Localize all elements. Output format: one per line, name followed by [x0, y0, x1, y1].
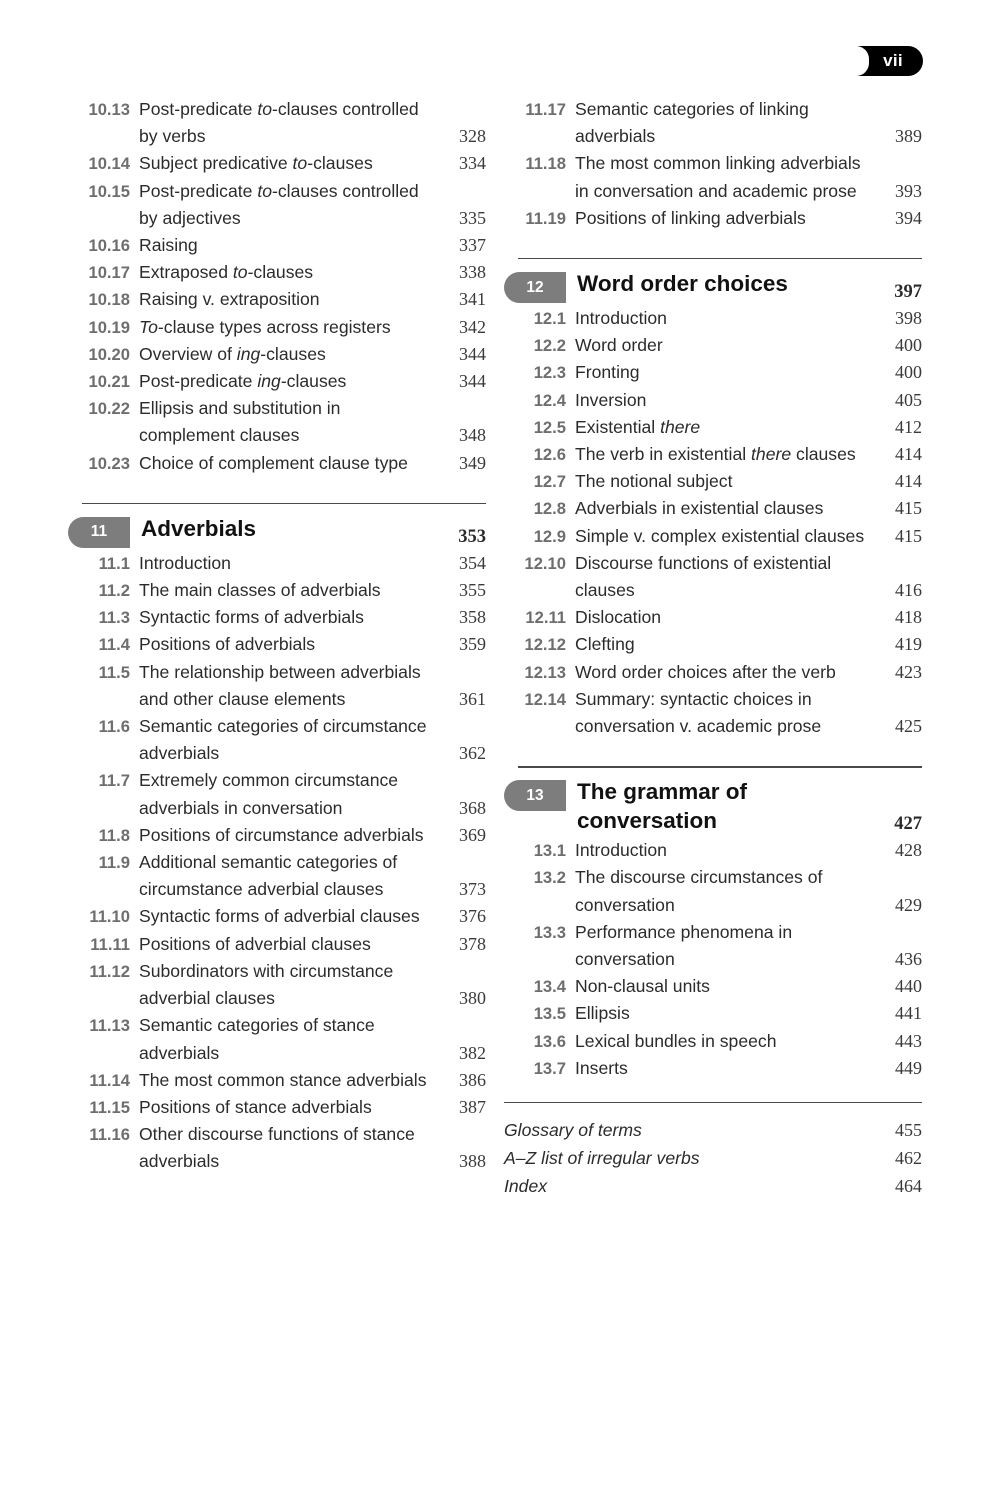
toc-entry-title: Subordinators with circumstance adverbial clauses [139, 960, 394, 1009]
toc-entry-page: 344 [459, 343, 486, 364]
toc-entry-title: Positions of linking adverbials [575, 207, 806, 228]
toc-entry-title: Post-predicate to-clauses controlled by adjectives [139, 180, 419, 228]
toc-entry-number: 10.14 [88, 154, 130, 174]
toc-entry[interactable] [68, 286, 486, 313]
toc-entry-page: 362 [459, 743, 486, 764]
toc-entry-page: 441 [895, 1003, 922, 1024]
toc-entry[interactable] [68, 958, 486, 1012]
backmatter-entry-title: A–Z list of irregular verbs [504, 1148, 700, 1169]
toc-entry-page: 440 [895, 976, 922, 997]
toc-entry-number: 11.13 [89, 1016, 130, 1036]
toc-entry-number: 13.3 [533, 922, 566, 942]
toc-entry-title: Clefting [575, 634, 635, 655]
chapter-title: The grammar of conversation [577, 779, 748, 834]
toc-entry-page: 418 [895, 607, 922, 628]
toc-entry[interactable] [504, 495, 922, 522]
toc-entry-title: The discourse circumstances of conversation [575, 867, 823, 915]
toc-entry-number: 10.20 [88, 344, 130, 364]
toc-entry-title: Syntactic forms of adverbials [139, 607, 364, 628]
toc-entry-number: 11.11 [90, 934, 130, 954]
toc-entry-number: 12.8 [533, 499, 566, 519]
toc-entry-title: Discourse functions of existential clauses [575, 552, 832, 601]
toc-entry-page: 443 [895, 1030, 922, 1051]
toc-entry[interactable] [68, 259, 486, 286]
toc-entry-number: 13.1 [533, 841, 566, 861]
toc-entry[interactable] [504, 441, 922, 468]
toc-entry-number: 12.3 [533, 363, 566, 383]
toc-entry-page: 412 [895, 416, 922, 437]
toc-entry-title: Raising [139, 235, 198, 256]
chapter-title: Word order choices [577, 271, 788, 297]
toc-entry[interactable] [68, 903, 486, 930]
toc-entry-page: 415 [895, 525, 922, 546]
toc-entry-title: Semantic categories of linking adverbials [575, 99, 809, 147]
toc-entry[interactable] [68, 232, 486, 259]
toc-entry-page: 368 [459, 797, 486, 818]
toc-entry-title: Dislocation [575, 607, 662, 628]
toc-entry-number: 11.8 [98, 825, 130, 845]
toc-entry-number: 12.1 [533, 309, 566, 329]
toc-entry[interactable] [68, 713, 486, 767]
toc-entry-page: 428 [895, 840, 922, 861]
toc-entry[interactable] [504, 305, 922, 332]
toc-entry-page: 387 [459, 1096, 486, 1117]
toc-entry-number: 11.7 [98, 771, 130, 791]
toc-entry-number: 12.13 [524, 662, 566, 682]
toc-entry-title: Lexical bundles in speech [575, 1030, 777, 1051]
chapter-header[interactable] [68, 514, 486, 548]
toc-entry-title: The verb in existential there clauses [575, 444, 856, 465]
section-group [504, 96, 922, 232]
toc-entry-title: Ellipsis [575, 1003, 630, 1024]
toc-entry[interactable] [68, 849, 486, 903]
toc-entry-page: 400 [895, 335, 922, 356]
toc-entry-number: 11.12 [89, 961, 130, 981]
toc-entry-number: 10.17 [88, 263, 130, 283]
toc-column-left [68, 96, 486, 1200]
toc-columns [0, 96, 996, 1200]
toc-entry-number: 12.4 [533, 390, 566, 410]
toc-entry-title: Introduction [139, 552, 231, 573]
toc-entry-number: 10.15 [88, 181, 130, 201]
toc-entry-number: 12.5 [533, 417, 566, 437]
toc-entry-number: 11.1 [98, 553, 130, 573]
toc-entry-page: 328 [459, 126, 486, 147]
toc-entry-number: 10.22 [88, 399, 130, 419]
chapter-section-list [504, 305, 922, 740]
toc-entry-title: Ellipsis and substitution in complement clauses [139, 398, 341, 446]
toc-entry-number: 10.16 [88, 236, 130, 256]
toc-entry-number: 11.15 [89, 1097, 130, 1117]
toc-entry-number: 12.14 [524, 689, 566, 709]
toc-entry-page: 382 [459, 1042, 486, 1063]
toc-entry-title: Syntactic forms of adverbial clauses [139, 906, 420, 927]
toc-entry-page: 400 [895, 362, 922, 383]
toc-entry[interactable] [68, 577, 486, 604]
toc-entry-number: 11.10 [89, 907, 130, 927]
backmatter-entry-page: 455 [895, 1120, 922, 1141]
toc-entry[interactable] [68, 1121, 486, 1175]
toc-entry[interactable] [68, 767, 486, 821]
toc-entry-page: 423 [895, 661, 922, 682]
toc-column-right [504, 96, 922, 1200]
chapter-page: 353 [458, 526, 486, 547]
toc-entry-page: 414 [895, 444, 922, 465]
backmatter-entry-page: 462 [895, 1148, 922, 1169]
toc-entry[interactable] [504, 973, 922, 1000]
toc-entry-title: Extremely common circumstance adverbials in conversation [139, 770, 399, 818]
toc-entry-page: 358 [459, 607, 486, 628]
toc-entry-page: 386 [459, 1069, 486, 1090]
toc-entry-title: The notional subject [575, 471, 733, 492]
toc-entry-page: 334 [459, 153, 486, 174]
toc-entry[interactable] [68, 550, 486, 577]
toc-entry[interactable] [504, 414, 922, 441]
toc-entry-page: 341 [459, 289, 486, 310]
toc-entry[interactable] [504, 659, 922, 686]
toc-entry-number: 12.10 [524, 553, 566, 573]
toc-entry[interactable] [504, 332, 922, 359]
toc-entry-page: 429 [895, 894, 922, 915]
toc-entry[interactable] [68, 341, 486, 368]
toc-entry-number: 11.14 [89, 1070, 130, 1090]
toc-entry-number: 11.3 [98, 608, 130, 628]
toc-entry-number: 11.2 [98, 581, 130, 601]
backmatter-entry[interactable] [504, 1172, 922, 1200]
toc-entry-page: 376 [459, 906, 486, 927]
chapter-header[interactable] [504, 269, 922, 303]
toc-entry-page: 349 [459, 452, 486, 473]
backmatter-entry[interactable] [504, 1116, 922, 1144]
chapter-block [68, 503, 486, 1176]
toc-entry[interactable] [504, 96, 922, 150]
toc-entry-page: 415 [895, 498, 922, 519]
toc-entry-number: 13.4 [533, 977, 566, 997]
toc-entry-title: Subject predicative to-clauses [139, 153, 373, 174]
chapter-block [504, 766, 922, 1082]
toc-entry[interactable] [504, 550, 922, 604]
toc-entry-page: 348 [459, 425, 486, 446]
toc-entry-title: Existential there [575, 416, 701, 437]
toc-entry[interactable] [68, 450, 486, 477]
backmatter-entry-title: Index [504, 1176, 548, 1197]
toc-entry-number: 11.18 [525, 154, 566, 174]
toc-entry-number: 11.9 [98, 853, 130, 873]
toc-entry-title: The relationship between adverbials and other clause elements [139, 661, 421, 709]
toc-entry-number: 10.13 [88, 100, 130, 119]
toc-entry[interactable] [504, 150, 922, 204]
toc-entry-title: The most common stance adverbials [139, 1069, 427, 1090]
backmatter-entry-page: 464 [895, 1176, 922, 1197]
toc-entry[interactable] [504, 631, 922, 658]
toc-entry-title: Positions of adverbial clauses [139, 933, 371, 954]
toc-entry[interactable] [68, 368, 486, 395]
toc-entry-page: 354 [459, 552, 486, 573]
toc-entry[interactable] [68, 631, 486, 658]
toc-entry-page: 394 [895, 207, 922, 228]
toc-entry[interactable] [68, 178, 486, 232]
toc-entry-title: Extraposed to-clauses [139, 262, 314, 283]
toc-entry-page: 335 [459, 207, 486, 228]
toc-entry-title: Raising v. extraposition [139, 289, 320, 310]
toc-entry-title: Semantic categories of stance adverbials [139, 1015, 375, 1063]
toc-entry-number: 12.7 [533, 472, 566, 492]
toc-entry-page: 405 [895, 389, 922, 410]
toc-entry-number: 13.7 [533, 1058, 566, 1078]
toc-entry[interactable] [504, 686, 922, 740]
toc-entry-page: 355 [459, 580, 486, 601]
toc-entry[interactable] [68, 822, 486, 849]
chapter-section-list [68, 550, 486, 1176]
toc-entry-title: Fronting [575, 362, 640, 383]
chapter-number-badge: 13 [504, 780, 566, 811]
toc-entry[interactable] [68, 314, 486, 341]
toc-entry-title: Word order [575, 335, 663, 356]
toc-entry-page: 361 [459, 688, 486, 709]
toc-entry-page: 388 [459, 1151, 486, 1172]
toc-entry-number: 10.23 [88, 453, 130, 473]
toc-entry[interactable] [504, 604, 922, 631]
toc-entry-number: 10.18 [88, 290, 130, 310]
toc-entry-number: 11.19 [525, 208, 566, 228]
chapter-header[interactable] [504, 777, 922, 835]
chapter-number-badge: 11 [68, 517, 130, 548]
toc-entry-number: 11.4 [98, 635, 130, 655]
toc-entry-page: 369 [459, 824, 486, 845]
toc-entry-title: Positions of circumstance adverbials [139, 824, 424, 845]
toc-entry[interactable] [504, 864, 922, 918]
chapter-section-list [504, 837, 922, 1082]
toc-entry[interactable] [68, 931, 486, 958]
toc-entry-page: 344 [459, 371, 486, 392]
toc-entry-title: Introduction [575, 840, 667, 861]
toc-entry-number: 11.16 [89, 1125, 130, 1145]
toc-entry[interactable] [68, 96, 486, 150]
toc-entry-number: 12.2 [533, 336, 566, 356]
toc-entry[interactable] [504, 468, 922, 495]
toc-entry[interactable] [504, 387, 922, 414]
toc-entry-number: 11.17 [525, 100, 566, 119]
toc-entry-page: 380 [459, 988, 486, 1009]
toc-entry-title: Semantic categories of circumstance adverbials [139, 716, 427, 764]
toc-entry-title: Inversion [575, 389, 647, 410]
toc-entry[interactable] [68, 659, 486, 713]
toc-entry[interactable] [504, 359, 922, 386]
toc-entry-page: 393 [895, 180, 922, 201]
backmatter-block [504, 1102, 922, 1200]
chapter-block [504, 258, 922, 740]
toc-entry-title: Introduction [575, 308, 667, 329]
toc-entry-number: 10.19 [88, 317, 130, 337]
toc-entry-title: Non-clausal units [575, 976, 710, 997]
toc-entry-title: Post-predicate ing-clauses [139, 371, 347, 392]
toc-entry[interactable] [68, 150, 486, 177]
toc-entry[interactable] [504, 919, 922, 973]
toc-entry-page: 419 [895, 634, 922, 655]
toc-entry-number: 13.6 [533, 1031, 566, 1051]
toc-entry-title: Inserts [575, 1057, 628, 1078]
toc-entry[interactable] [68, 604, 486, 631]
toc-entry-page: 414 [895, 471, 922, 492]
toc-entry[interactable] [504, 523, 922, 550]
page-folio-tab [857, 46, 923, 76]
toc-entry-title: Positions of stance adverbials [139, 1096, 372, 1117]
toc-entry-page: 436 [895, 949, 922, 970]
toc-entry-number: 11.6 [98, 717, 130, 737]
toc-entry-number: 13.5 [533, 1004, 566, 1024]
section-group [68, 96, 486, 477]
toc-entry-title: Summary: syntactic choices in conversation v. academic prose [575, 688, 822, 737]
toc-entry-page: 416 [895, 580, 922, 601]
toc-entry-page: 338 [459, 262, 486, 283]
chapter-number-badge: 12 [504, 272, 566, 303]
toc-entry[interactable] [68, 1012, 486, 1066]
toc-entry-title: Overview of ing-clauses [139, 343, 326, 364]
backmatter-entry[interactable] [504, 1144, 922, 1172]
toc-entry-page: 373 [459, 879, 486, 900]
toc-entry-number: 12.12 [524, 635, 566, 655]
page-folio-label: vii [883, 51, 903, 70]
toc-entry[interactable] [504, 205, 922, 232]
toc-entry-title: Post-predicate to-clauses controlled by verbs [139, 99, 419, 147]
backmatter-entry-title: Glossary of terms [504, 1120, 642, 1141]
toc-entry-page: 359 [459, 634, 486, 655]
toc-entry-number: 12.11 [525, 608, 566, 628]
toc-entry[interactable] [68, 1094, 486, 1121]
toc-entry-number: 12.9 [533, 526, 566, 546]
toc-entry[interactable] [68, 395, 486, 449]
toc-entry-number: 10.21 [88, 372, 130, 392]
toc-entry-number: 12.6 [533, 445, 566, 465]
toc-entry-title: Choice of complement clause type [139, 452, 408, 473]
toc-entry-title: Performance phenomena in conversation [575, 921, 793, 970]
toc-entry[interactable] [504, 1055, 922, 1082]
toc-entry-page: 342 [459, 316, 486, 337]
toc-entry-title: Other discourse functions of stance adverbials [139, 1124, 415, 1172]
toc-entry-title: Word order choices after the verb [575, 661, 836, 682]
toc-entry-number: 13.2 [533, 868, 566, 888]
chapter-title: Adverbials [141, 515, 257, 541]
toc-entry-number: 11.5 [98, 662, 130, 682]
toc-entry-title: Adverbials in existential clauses [575, 498, 824, 519]
toc-entry[interactable] [504, 1028, 922, 1055]
toc-entry-page: 449 [895, 1057, 922, 1078]
toc-entry-title: Additional semantic categories of circumstance adverbial clauses [139, 852, 398, 900]
toc-entry-page: 398 [895, 308, 922, 329]
chapter-page: 397 [894, 282, 922, 303]
toc-entry-title: The most common linking adverbials in conversation and academic prose [575, 153, 861, 201]
toc-entry-title: To-clause types across registers [139, 316, 391, 337]
toc-entry-title: The main classes of adverbials [139, 580, 381, 601]
chapter-page: 427 [894, 814, 922, 835]
toc-entry[interactable] [504, 837, 922, 864]
toc-entry-page: 389 [895, 126, 922, 147]
toc-entry-title: Positions of adverbials [139, 634, 316, 655]
toc-entry-page: 378 [459, 933, 486, 954]
toc-entry-title: Simple v. complex existential clauses [575, 525, 865, 546]
toc-entry-page: 425 [895, 716, 922, 737]
toc-entry[interactable] [504, 1000, 922, 1027]
toc-entry[interactable] [68, 1067, 486, 1094]
toc-entry-page: 337 [459, 235, 486, 256]
